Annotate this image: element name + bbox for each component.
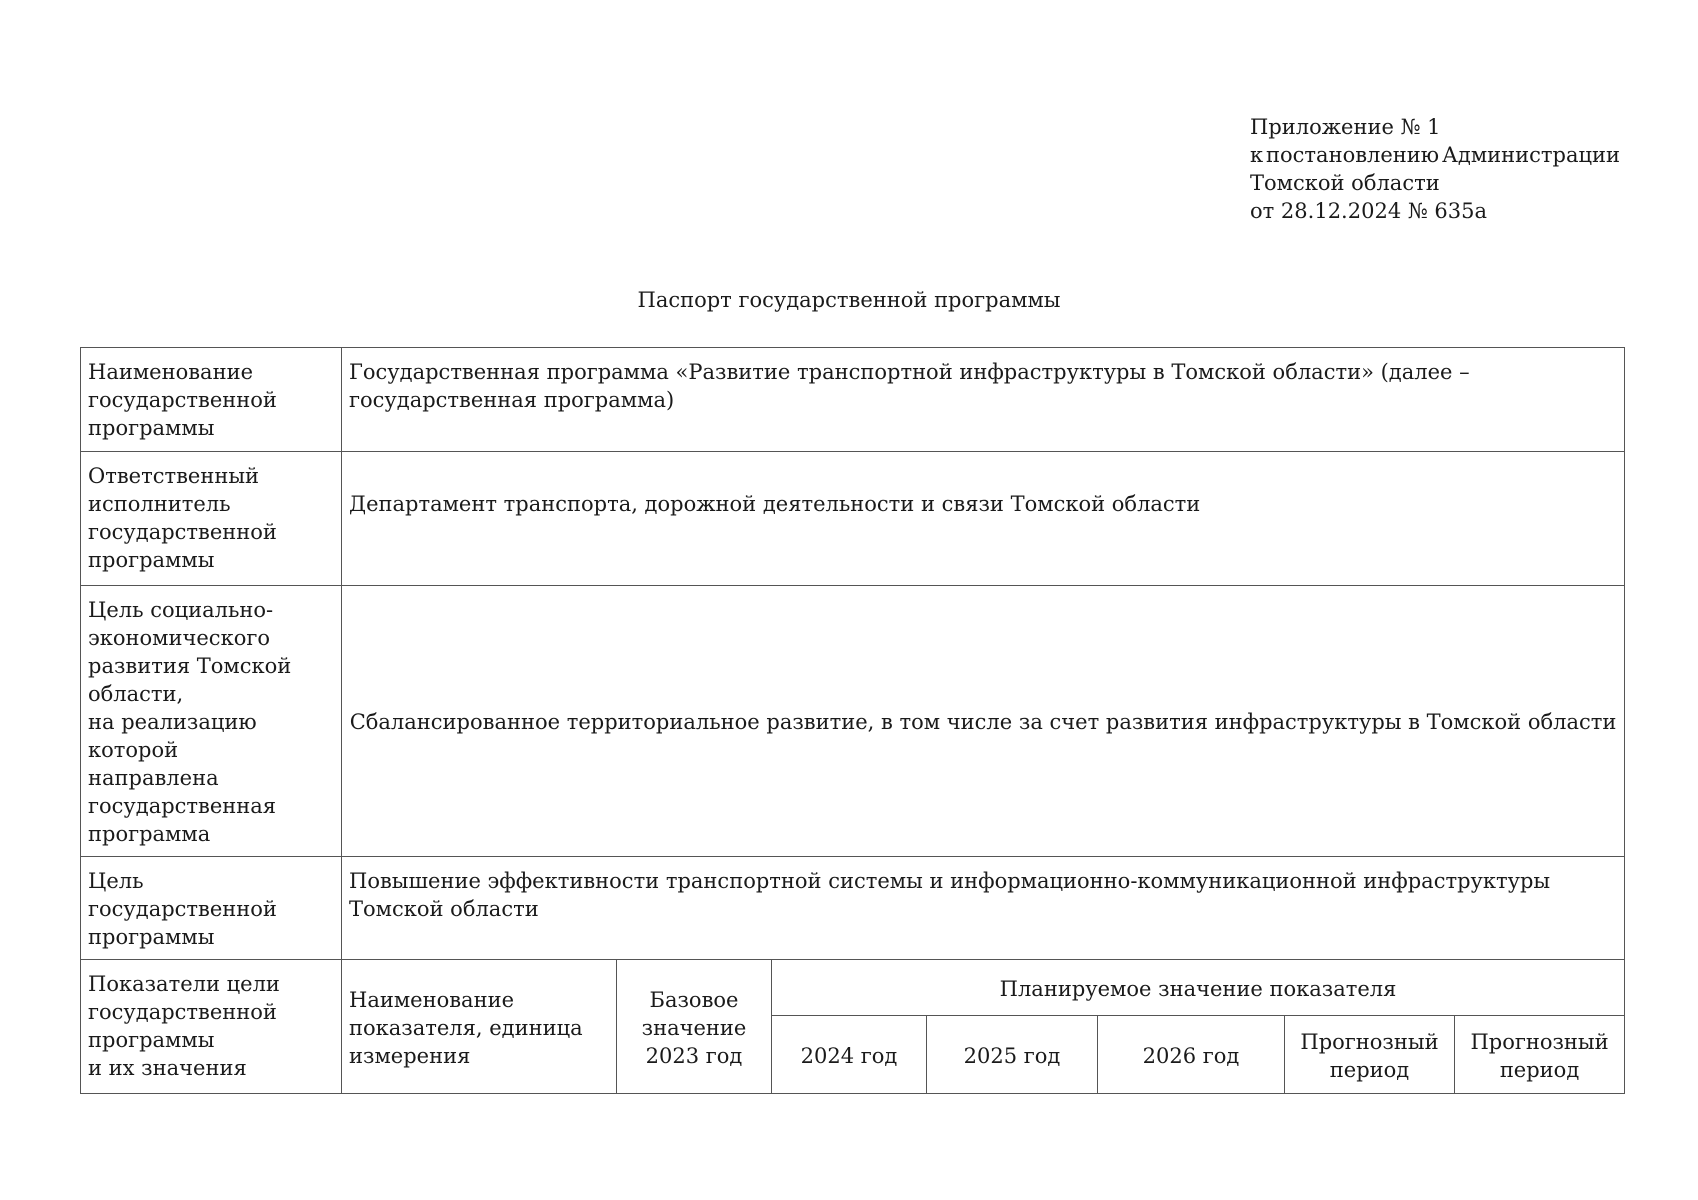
appendix-number: Приложение № 1 bbox=[1250, 115, 1441, 139]
row-label: Цель государственной программы bbox=[81, 857, 342, 960]
row-label bbox=[81, 960, 342, 1094]
row-value: Государственная программа «Развитие транспортной инфраструктуры в Томской области» (далее – государственная программа) bbox=[342, 348, 1625, 452]
appendix-region: Томской области bbox=[1250, 171, 1440, 195]
label-line: развития Томской bbox=[88, 654, 292, 678]
col-header-planned-value: Планируемое значение показателя bbox=[772, 960, 1625, 1016]
col-header-forecast: Прогнозный период bbox=[1455, 1016, 1625, 1094]
table-row-name bbox=[81, 348, 1625, 452]
appendix-word: Администрации bbox=[1441, 143, 1620, 167]
table-row-socio-goal bbox=[81, 586, 1625, 857]
col-header-year: 2025 год bbox=[927, 1016, 1098, 1094]
header-line: значение bbox=[641, 1015, 747, 1040]
appendix-word: к bbox=[1250, 143, 1264, 167]
col-header-year: 2026 год bbox=[1098, 1016, 1285, 1094]
appendix-date: от 28.12.2024 № 635а bbox=[1250, 199, 1487, 223]
col-header-indicator-name: Наименование показателя, единица измерения bbox=[342, 960, 617, 1094]
table-row-program-goal bbox=[81, 857, 1625, 960]
table-row-executor bbox=[81, 452, 1625, 586]
label-line: государственная bbox=[88, 794, 277, 818]
row-label bbox=[81, 586, 342, 857]
label-line: Цель социально- bbox=[88, 598, 274, 622]
row-label: Наименование государственной программы bbox=[81, 348, 342, 452]
label-line: программы bbox=[88, 1028, 215, 1052]
row-label: Ответственный исполнитель государственной программы bbox=[81, 452, 342, 586]
appendix-resolution-line bbox=[1250, 141, 1620, 169]
passport-table bbox=[80, 347, 1625, 1094]
label-line: направлена bbox=[88, 766, 219, 790]
row-value: Департамент транспорта, дорожной деятельности и связи Томской области bbox=[342, 452, 1625, 586]
row-value: Повышение эффективности транспортной системы и информационно-коммуникационной инфраструктуры Томской области bbox=[342, 857, 1625, 960]
table-row-indicators-header bbox=[81, 960, 1625, 1016]
col-header-forecast: Прогнозный период bbox=[1285, 1016, 1455, 1094]
appendix-word: постановлению bbox=[1266, 143, 1440, 167]
label-line: на реализацию которой bbox=[88, 710, 257, 762]
label-line: и их значения bbox=[88, 1056, 247, 1080]
document-title: Паспорт государственной программы bbox=[637, 288, 1061, 312]
label-line: экономического bbox=[88, 626, 270, 650]
label-line: государственной bbox=[88, 1000, 277, 1024]
header-line: 2023 год bbox=[645, 1043, 743, 1068]
appendix-block bbox=[1250, 113, 1620, 225]
label-line: Показатели цели bbox=[88, 972, 280, 996]
row-value: Сбалансированное территориальное развитие, в том числе за счет развития инфраструктуры в Томской области bbox=[342, 586, 1625, 857]
label-line: области, bbox=[88, 682, 184, 706]
header-line: Базовое bbox=[649, 987, 739, 1012]
col-header-base-value bbox=[617, 960, 772, 1094]
label-line: программа bbox=[88, 822, 211, 846]
col-header-year: 2024 год bbox=[772, 1016, 927, 1094]
